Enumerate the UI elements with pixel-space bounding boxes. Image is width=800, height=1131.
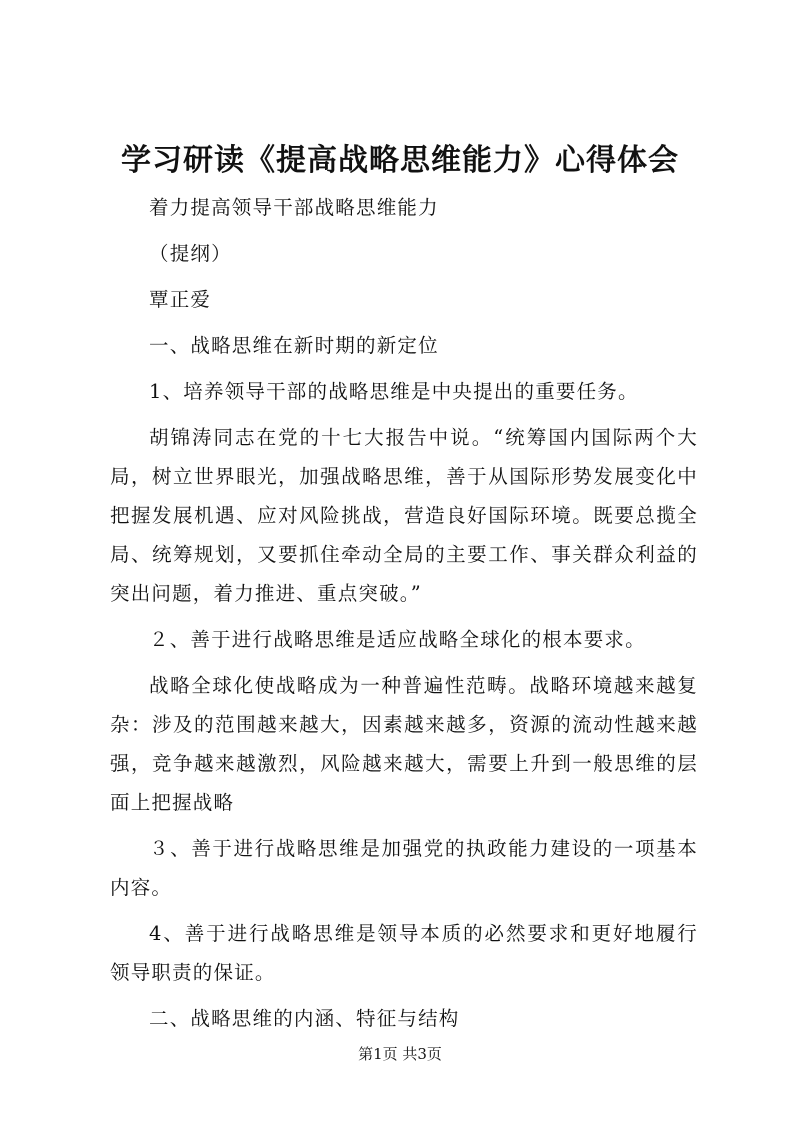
paragraph-quote: 胡锦涛同志在党的十七大报告中说。“统筹国内国际两个大局，树立世界眼光，加强战略思维，善于从国际形势发展变化中把握发展机遇、应对风险挑战，营造良好国际环境。既要总揽全局、统筹规划，又要抓住牵动全局的主要工作、事关群众利益的突出问题，着力推进、重点突破。” xyxy=(110,426,698,605)
document-body xyxy=(110,188,698,1045)
point-4: 4、善于进行战略思维是领导本质的必然要求和更好地履行领导职责的保证。 xyxy=(110,922,698,984)
subtitle: 着力提高领导干部战略思维能力 xyxy=(149,196,439,219)
paragraph-globalization: 战略全球化使战略成为一种普遍性范畴。战略环境越来越复杂：涉及的范围越来越大，因素越来越多，资源的流动性越来越强，竞争越来越激烈，风险越来越大，需要上升到一般思维的层面上把握战略 xyxy=(110,674,698,814)
point-2: ２、善于进行战略思维是适应战略全球化的根本要求。 xyxy=(149,628,646,651)
document-title: 学习研读《提高战略思维能力》心得体会 xyxy=(121,143,679,178)
page-footer: 第1页 共3页 xyxy=(358,1045,442,1063)
section-heading-1: 一、战略思维在新时期的新定位 xyxy=(149,334,439,357)
section-heading-2: 二、战略思维的内涵、特征与结构 xyxy=(149,1007,460,1030)
point-3: ３、善于进行战略思维是加强党的执政能力建设的一项基本内容。 xyxy=(110,837,698,899)
outline-note: （提纲） xyxy=(149,242,232,265)
author: 覃正爱 xyxy=(149,288,212,311)
point-1: 1、培养领导干部的战略思维是中央提出的重要任务。 xyxy=(149,380,639,403)
